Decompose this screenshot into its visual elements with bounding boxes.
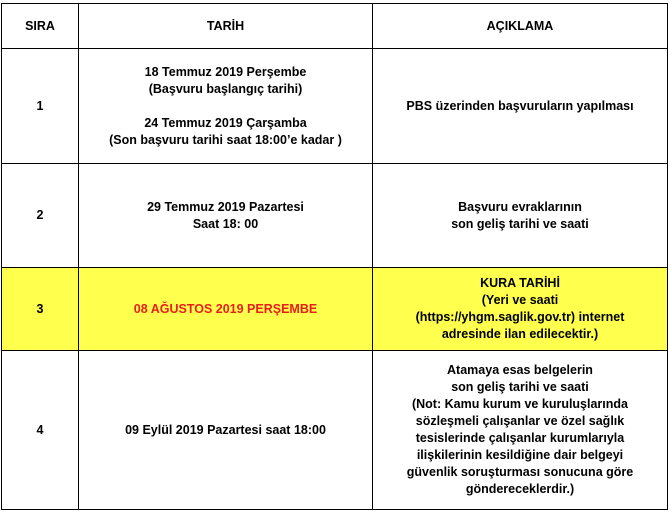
row-4-aciklama — [373, 351, 668, 510]
header-tarih: TARİH — [79, 4, 373, 49]
row-3-aciklama-line: (Yeri ve saati — [481, 293, 559, 307]
row-4-aciklama-line: (Not: Kamu kurum ve kuruluşlarında — [411, 397, 628, 411]
row-2-aciklama — [373, 164, 668, 268]
row-3-aciklama-line: adresinde ilan edilecektir.) — [441, 327, 599, 341]
row-4-aciklama-line: ilişkilerinin kesildiğine dair belgeyi — [416, 448, 624, 462]
row-3-aciklama — [373, 268, 668, 351]
table-row — [2, 351, 668, 510]
row-4-aciklama-line: sözleşmeli çalışanlar ve özel sağlık — [415, 414, 625, 428]
table-row — [2, 49, 668, 164]
row-2-aciklama-line: son geliş tarihi ve saati — [451, 216, 589, 231]
header-sira: SIRA — [2, 4, 79, 49]
row-2-tarih-line: Saat 18: 00 — [192, 216, 259, 231]
row-1-tarih-spacer — [85, 98, 366, 115]
row-1-tarih-line: 24 Temmuz 2019 Çarşamba — [144, 115, 307, 130]
row-3-aciklama-line: (https://yhgm.saglik.gov.tr) internet — [415, 310, 625, 324]
row-1-tarih-line: (Başvuru başlangıç tarihi) — [148, 81, 303, 96]
row-3-tarih-line: 08 AĞUSTOS 2019 PERŞEMBE — [133, 301, 318, 316]
row-1-aciklama — [373, 49, 668, 164]
row-1-tarih-line: 18 Temmuz 2019 Perşembe — [144, 64, 307, 79]
header-row — [2, 4, 668, 49]
row-4-aciklama-line: tesislerinde çalışanlar kurumlarıyla — [415, 431, 625, 445]
row-4-sira: 4 — [2, 351, 79, 510]
row-1-tarih — [79, 49, 373, 164]
table-row — [2, 164, 668, 268]
row-3-sira: 3 — [2, 268, 79, 351]
header-aciklama: AÇIKLAMA — [373, 4, 668, 49]
row-1-tarih-line: (Son başvuru tarihi saat 18:00’e kadar ) — [109, 132, 342, 147]
row-4-aciklama-line: son geliş tarihi ve saati — [451, 380, 589, 394]
row-4-aciklama-line: güvenlik soruşturması sonucuna göre — [406, 465, 634, 479]
row-2-tarih — [79, 164, 373, 268]
row-4-aciklama-line: göndereceklerdir.) — [465, 482, 575, 496]
row-4-aciklama-line: Atamaya esas belgelerin — [447, 363, 593, 377]
row-3-aciklama-line: KURA TARİHİ — [480, 276, 560, 290]
table-row-highlighted — [2, 268, 668, 351]
row-4-tarih-line: 09 Eylül 2019 Pazartesi saat 18:00 — [125, 422, 326, 437]
schedule-table — [1, 3, 668, 510]
row-3-tarih — [79, 268, 373, 351]
row-2-tarih-line: 29 Temmuz 2019 Pazartesi — [147, 199, 304, 214]
row-1-aciklama-line: PBS üzerinden başvuruların yapılması — [406, 98, 634, 113]
row-4-tarih — [79, 351, 373, 510]
row-2-aciklama-line: Başvuru evraklarının — [458, 199, 582, 214]
row-2-sira: 2 — [2, 164, 79, 268]
row-1-sira: 1 — [2, 49, 79, 164]
